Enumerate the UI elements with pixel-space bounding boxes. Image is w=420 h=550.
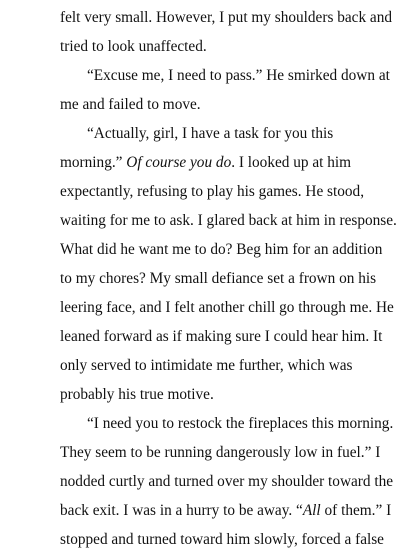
text-line: [60, 153, 351, 173]
text-run: . I looked up at him: [231, 154, 352, 171]
text-line: “Actually, girl, I have a task for you this: [87, 125, 334, 142]
text-line: felt very small. However, I put my shoulders back and: [60, 9, 393, 26]
text-line: only served to intimidate me further, which was: [60, 357, 353, 374]
text-line: tried to look unaffected.: [60, 38, 207, 55]
text-line: expectantly, refusing to play his games. He stood,: [60, 183, 365, 200]
italic-text: Of course you do: [126, 154, 232, 171]
text-run: of them.” I: [320, 502, 392, 519]
text-line: stopped and turned toward him slowly, forced a false: [60, 531, 384, 548]
text-line: What did he want me to do? Beg him for an addition: [60, 241, 383, 258]
text-line: me and failed to move.: [60, 96, 201, 113]
italic-text: All: [302, 502, 321, 519]
text-line: probably his true motive.: [60, 386, 214, 403]
text-line: nodded curtly and turned over my shoulder toward the: [60, 473, 394, 490]
text-run: back exit. I was in a hurry to be away. “: [60, 502, 303, 519]
text-line: “I need you to restock the fireplaces this morning.: [87, 415, 394, 432]
text-line: leering face, and I felt another chill go through me. He: [60, 299, 394, 316]
text-line: waiting for me to ask. I glared back at him in response.: [60, 212, 397, 229]
text-line: They seem to be running dangerously low in fuel.” I: [60, 444, 381, 461]
text-line: to my chores? My small defiance set a frown on his: [60, 270, 377, 287]
text-line: leaned forward as if making sure I could hear him. It: [60, 328, 383, 345]
text-run: morning.”: [60, 154, 127, 171]
text-line: [60, 501, 391, 521]
text-line: “Excuse me, I need to pass.” He smirked down at: [87, 67, 390, 84]
